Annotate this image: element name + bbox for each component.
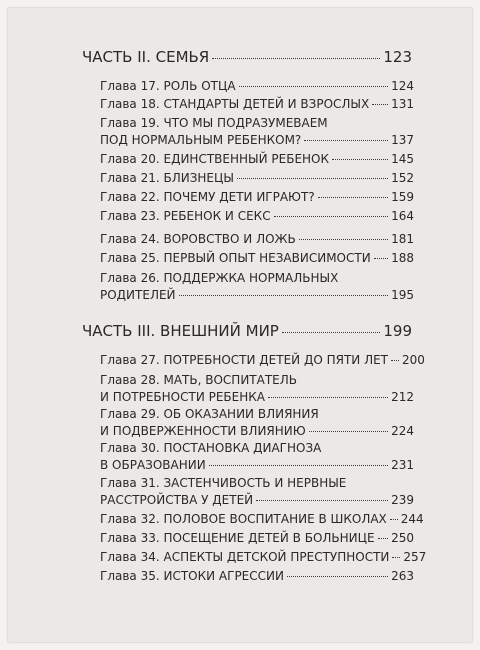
chapter-title: Глава 22. ПОЧЕМУ ДЕТИ ИГРАЮТ? (100, 190, 315, 204)
leader-dots (274, 216, 389, 217)
chapter-title: Глава 20. ЕДИНСТВЕННЫЙ РЕБЕНОК (100, 152, 330, 166)
chapter-title: Глава 18. СТАНДАРТЫ ДЕТЕЙ И ВЗРОСЛЫХ (100, 97, 370, 111)
toc-entry (100, 440, 414, 474)
chapter-page-number: 250 (391, 531, 414, 545)
chapter-page-number: 181 (391, 232, 414, 246)
toc-entry (100, 189, 414, 206)
chapter-title-line: ПОД НОРМАЛЬНЫМ РЕБЕНКОМ? (100, 133, 302, 147)
section-title: ЧАСТЬ III. ВНЕШНИЙ МИР (82, 322, 279, 340)
leader-dots (309, 431, 388, 432)
chapter-title-line: Глава 26. ПОДДЕРЖКА НОРМАЛЬНЫХ (100, 271, 339, 285)
toc-entry (100, 208, 414, 225)
leader-dots (332, 159, 388, 160)
toc-entry (100, 78, 414, 95)
toc-entry (100, 406, 414, 440)
leader-dots (374, 258, 388, 259)
chapter-title-line: Глава 28. МАТЬ, ВОСПИТАТЕЛЬ (100, 373, 297, 387)
chapter-title: Глава 35. ИСТОКИ АГРЕССИИ (100, 569, 284, 583)
chapter-title-line: РОДИТЕЛЕЙ (100, 288, 176, 302)
chapter-title: Глава 17. РОЛЬ ОТЦА (100, 79, 236, 93)
toc-entry (100, 231, 414, 248)
chapter-title-line: В ОБРАЗОВАНИИ (100, 458, 206, 472)
chapter-page-number: 124 (391, 79, 414, 93)
chapter-title-line: РАССТРОЙСТВА У ДЕТЕЙ (100, 493, 254, 507)
leader-dots (256, 500, 388, 501)
leader-dots (268, 397, 388, 398)
chapter-title-line: И ПОТРЕБНОСТИ РЕБЕНКА (100, 390, 265, 404)
section-heading (82, 322, 412, 340)
chapter-page-number: 224 (391, 424, 414, 438)
toc-entry (100, 151, 414, 168)
leader-dots (391, 360, 399, 361)
leader-dots (392, 557, 400, 558)
chapter-page-number: 263 (391, 569, 414, 583)
leader-dots (239, 86, 389, 87)
leader-dots (212, 58, 380, 59)
leader-dots (179, 295, 389, 296)
chapter-title-line: Глава 29. ОБ ОКАЗАНИИ ВЛИЯНИЯ (100, 407, 319, 421)
section-page-number: 199 (383, 322, 412, 340)
toc-entry (100, 511, 424, 528)
leader-dots (287, 576, 388, 577)
chapter-title: Глава 25. ПЕРВЫЙ ОПЫТ НЕЗАВИСИМОСТИ (100, 251, 371, 265)
chapter-title: Глава 24. ВОРОВСТВО И ЛОЖЬ (100, 232, 296, 246)
leader-dots (372, 104, 388, 105)
chapter-page-number: 152 (391, 171, 414, 185)
toc-entry (100, 372, 414, 406)
chapter-page-number: 137 (391, 133, 414, 147)
chapter-title-line: Глава 31. ЗАСТЕНЧИВОСТЬ И НЕРВНЫЕ (100, 476, 347, 490)
leader-dots (282, 332, 381, 333)
toc-entry (100, 270, 414, 304)
chapter-title: Глава 21. БЛИЗНЕЦЫ (100, 171, 234, 185)
chapter-page-number: 164 (391, 209, 414, 223)
toc-entry (100, 96, 414, 113)
chapter-page-number: 195 (391, 288, 414, 302)
leader-dots (209, 465, 388, 466)
chapter-title: Глава 23. РЕБЕНОК И СЕКС (100, 209, 271, 223)
toc-entry (100, 549, 427, 566)
chapter-page-number: 188 (391, 251, 414, 265)
chapter-page-number: 257 (403, 550, 427, 564)
toc-entry (100, 115, 414, 149)
chapter-page-number: 131 (391, 97, 414, 111)
chapter-title-line: И ПОДВЕРЖЕННОСТИ ВЛИЯНИЮ (100, 424, 306, 438)
chapter-page-number: 239 (391, 493, 414, 507)
section-title: ЧАСТЬ II. СЕМЬЯ (82, 48, 210, 66)
chapter-page-number: 212 (391, 390, 414, 404)
chapter-title: Глава 34. АСПЕКТЫ ДЕТСКОЙ ПРЕСТУПНОСТИ (100, 550, 390, 564)
leader-dots (304, 140, 388, 141)
chapter-page-number: 231 (391, 458, 414, 472)
leader-dots (378, 538, 389, 539)
toc-entry (100, 475, 414, 509)
leader-dots (237, 178, 388, 179)
chapter-title: Глава 32. ПОЛОВОЕ ВОСПИТАНИЕ В ШКОЛАХ (100, 512, 387, 526)
chapter-page-number: 159 (391, 190, 414, 204)
section-heading (82, 48, 412, 66)
chapter-page-number: 145 (391, 152, 414, 166)
leader-dots (299, 239, 388, 240)
toc-entry (100, 530, 414, 547)
chapter-page-number: 244 (400, 512, 424, 526)
leader-dots (390, 519, 398, 520)
section-page-number: 123 (383, 48, 412, 66)
chapter-title: Глава 27. ПОТРЕБНОСТИ ДЕТЕЙ ДО ПЯТИ ЛЕТ (100, 353, 389, 367)
toc-entry (100, 170, 414, 187)
toc-entry (100, 568, 414, 585)
toc-entry (100, 352, 425, 369)
leader-dots (318, 197, 388, 198)
chapter-title: Глава 33. ПОСЕЩЕНИЕ ДЕТЕЙ В БОЛЬНИЦЕ (100, 531, 375, 545)
chapter-title-line: Глава 30. ПОСТАНОВКА ДИАГНОЗА (100, 441, 322, 455)
toc-entry (100, 250, 414, 267)
chapter-page-number: 200 (402, 353, 425, 367)
chapter-title-line: Глава 19. ЧТО МЫ ПОДРАЗУМЕВАЕМ (100, 116, 328, 130)
